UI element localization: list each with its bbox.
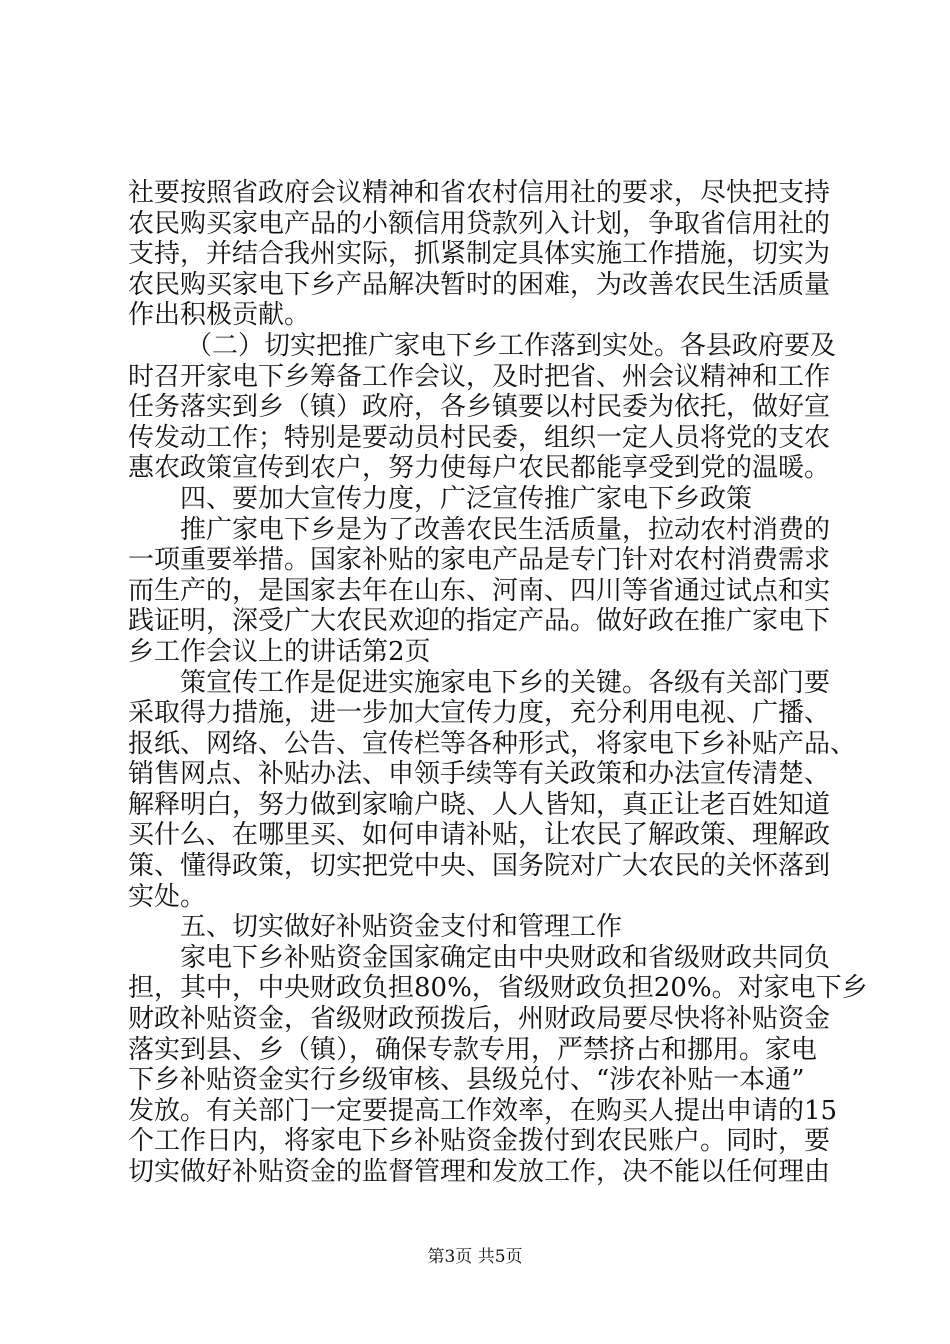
document-body [128, 178, 868, 1188]
page-number-footer: 第3页 共5页 [427, 1247, 523, 1267]
text-line: 时召开家电下乡筹备工作会议，及时把省、州会议精神和工作 [128, 361, 831, 392]
section-heading: 五、切实做好补贴资金支付和管理工作 [180, 912, 623, 943]
text-line: 报纸、网络、公告、宣传栏等各种形式，将家电下乡补贴产品、 [128, 728, 857, 759]
section-heading: 四、要加大宣传力度，广泛宣传推广家电下乡政策 [180, 483, 753, 514]
paragraph-heading-line: （二）切实把推广家电下乡工作落到实处。各县政府要及 [186, 330, 837, 361]
text-line: 惠农政策宣传到农户，努力使每户农民都能享受到党的温暖。 [128, 453, 831, 484]
text-line: 个工作日内，将家电下乡补贴资金拨付到农民账户。同时，要 [128, 1126, 831, 1157]
text-line: 实处。 [128, 881, 207, 912]
text-line: 销售网点、补贴办法、申领手续等有关政策和办法宣传清楚、 [128, 759, 831, 790]
text-line: 买什么、在哪里买、如何申请补贴，让农民了解政策、理解政 [128, 820, 831, 851]
text-line: 发放。有关部门一定要提高工作效率，在购买人提出申请的15 [128, 1095, 838, 1126]
paragraph-first-line: 策宣传工作是促进实施家电下乡的关键。各级有关部门要 [180, 667, 831, 698]
text-line: 农民购买家电产品的小额信用贷款列入计划，争取省信用社的 [128, 208, 831, 239]
text-line: 财政补贴资金，省级财政预拨后，州财政局要尽快将补贴资金 [128, 1004, 831, 1035]
text-line: 任务落实到乡（镇）政府，各乡镇要以村民委为依托，做好宣 [128, 392, 831, 423]
text-line: 乡工作会议上的讲话第2页 [128, 636, 431, 667]
text-line: 社要按照省政府会议精神和省农村信用社的要求，尽快把支持 [128, 178, 831, 208]
text-line: 策、懂得政策，切实把党中央、国务院对广大农民的关怀落到 [128, 851, 831, 882]
text-line: 农民购买家电下乡产品解决暂时的困难，为改善农民生活质量 [128, 269, 831, 300]
text-line: 切实做好补贴资金的监督管理和发放工作，决不能以任何理由 [128, 1157, 831, 1187]
text-line: 采取得力措施，进一步加大宣传力度，充分利用电视、广播、 [128, 698, 831, 729]
text-line: 传发动工作；特别是要动员村民委，组织一定人员将党的支农 [128, 422, 831, 453]
paragraph-first-line: 推广家电下乡是为了改善农民生活质量，拉动农村消费的 [180, 514, 831, 545]
text-line: 而生产的，是国家去年在山东、河南、四川等省通过试点和实 [128, 575, 831, 606]
text-line: 担，其中，中央财政负担80%，省级财政负担20%。对家电下乡 [128, 973, 868, 1004]
text-line: 支持，并结合我州实际，抓紧制定具体实施工作措施，切实为 [128, 239, 831, 270]
paragraph-first-line: 家电下乡补贴资金国家确定由中央财政和省级财政共同负 [180, 942, 831, 973]
text-line: 落实到县、乡（镇），确保专款专用，严禁挤占和挪用。家电 [128, 1034, 818, 1065]
text-line: 践证明，深受广大农民欢迎的指定产品。做好政在推广家电下 [128, 606, 831, 637]
text-line: 下乡补贴资金实行乡级审核、县级兑付、“涉农补贴一本通” [128, 1065, 805, 1096]
text-line: 解释明白，努力做到家喻户晓、人人皆知，真正让老百姓知道 [128, 789, 831, 820]
text-line: 一项重要举措。国家补贴的家电产品是专门针对农村消费需求 [128, 545, 831, 576]
text-line: 作出积极贡献。 [128, 300, 311, 331]
